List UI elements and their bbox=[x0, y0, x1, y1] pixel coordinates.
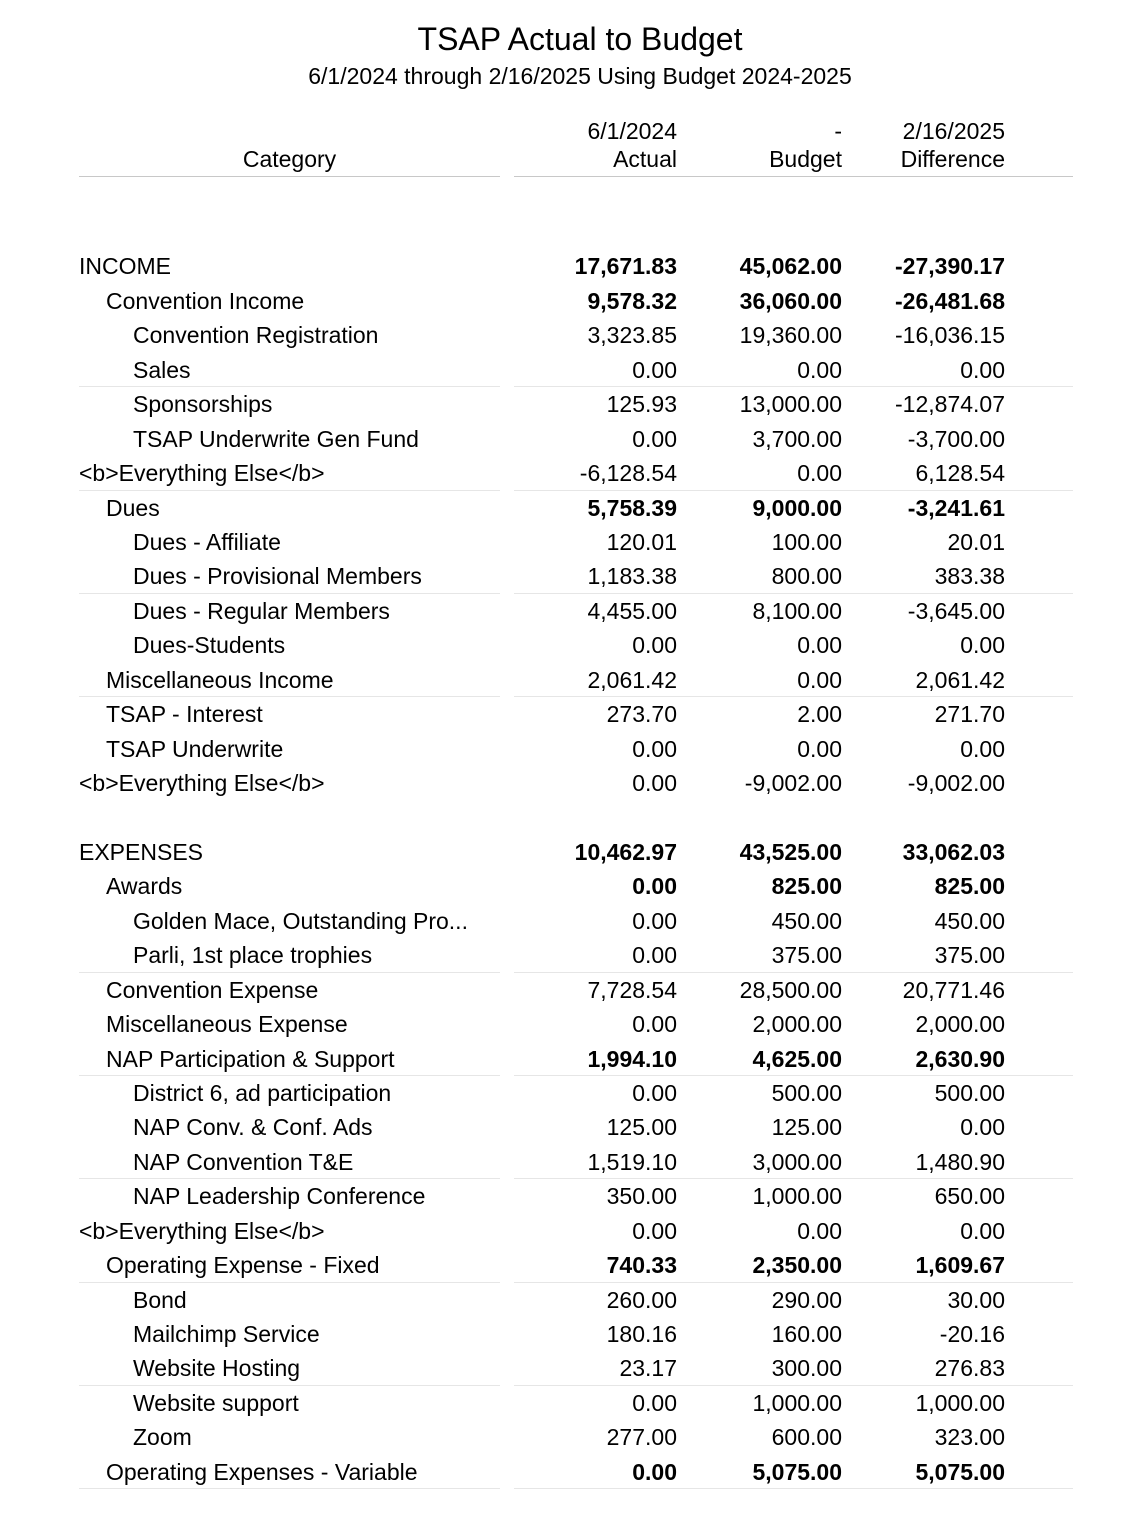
row-difference: 650.00 bbox=[934, 1183, 1005, 1210]
row-difference: -27,390.17 bbox=[895, 253, 1005, 280]
row-difference: 0.00 bbox=[960, 1217, 1005, 1244]
row-difference: 20,771.46 bbox=[902, 976, 1005, 1003]
table-row bbox=[0, 249, 1140, 283]
row-category: Dues bbox=[106, 494, 160, 521]
row-category: Website Hosting bbox=[133, 1355, 301, 1382]
header-difference-label: Difference bbox=[900, 146, 1005, 172]
table-row bbox=[0, 973, 1140, 1007]
row-actual: -6,128.54 bbox=[579, 460, 677, 487]
row-difference: -3,241.61 bbox=[907, 494, 1005, 521]
row-budget: 500.00 bbox=[771, 1079, 842, 1106]
row-difference: -12,874.07 bbox=[895, 391, 1005, 418]
row-budget: 36,060.00 bbox=[739, 287, 842, 314]
row-difference: 20.01 bbox=[947, 528, 1005, 555]
row-difference: 33,062.03 bbox=[902, 838, 1005, 865]
row-category: NAP Convention T&E bbox=[133, 1148, 354, 1175]
table-row bbox=[0, 1110, 1140, 1144]
table-row bbox=[0, 1420, 1140, 1454]
table-row bbox=[0, 491, 1140, 525]
header-actual-label: Actual bbox=[613, 146, 677, 172]
row-difference: 500.00 bbox=[934, 1079, 1005, 1106]
row-actual: 0.00 bbox=[632, 907, 677, 934]
report-subtitle: 6/1/2024 through 2/16/2025 Using Budget 2024-2025 bbox=[308, 63, 852, 89]
row-category: Parli, 1st place trophies bbox=[133, 942, 373, 969]
row-difference: 5,075.00 bbox=[915, 1458, 1005, 1485]
row-actual: 10,462.97 bbox=[574, 838, 677, 865]
row-difference: -9,002.00 bbox=[907, 770, 1005, 796]
row-actual: 125.93 bbox=[606, 391, 677, 418]
table-row bbox=[0, 387, 1140, 421]
row-difference: 2,000.00 bbox=[915, 1011, 1005, 1038]
row-actual: 0.00 bbox=[632, 1217, 677, 1244]
row-category: Mailchimp Service bbox=[133, 1321, 320, 1347]
row-difference: 825.00 bbox=[934, 873, 1005, 900]
row-actual: 23.17 bbox=[619, 1355, 677, 1382]
row-actual: 125.00 bbox=[606, 1114, 677, 1141]
row-difference: 1,609.67 bbox=[915, 1252, 1005, 1279]
row-actual: 740.33 bbox=[606, 1252, 677, 1279]
row-difference: 2,061.42 bbox=[915, 666, 1005, 693]
row-actual: 0.00 bbox=[632, 873, 677, 900]
row-budget: 19,360.00 bbox=[739, 322, 842, 349]
row-actual: 17,671.83 bbox=[574, 253, 677, 280]
row-budget: 375.00 bbox=[771, 942, 842, 969]
header-category: Category bbox=[242, 146, 337, 172]
row-budget: 9,000.00 bbox=[752, 494, 842, 521]
row-actual: 0.00 bbox=[632, 425, 677, 452]
row-budget: 45,062.00 bbox=[739, 253, 842, 280]
row-actual: 180.16 bbox=[606, 1321, 677, 1347]
table-row bbox=[0, 1386, 1140, 1420]
row-budget: 0.00 bbox=[797, 632, 842, 659]
row-difference: -20.16 bbox=[939, 1321, 1005, 1347]
table-row bbox=[0, 1248, 1140, 1282]
row-category: TSAP Underwrite Gen Fund bbox=[133, 425, 419, 452]
row-category: Convention Registration bbox=[133, 322, 379, 349]
table-row-spacer bbox=[0, 800, 1140, 834]
row-budget: 0.00 bbox=[797, 460, 842, 487]
row-actual: 1,183.38 bbox=[587, 563, 677, 590]
row-actual: 0.00 bbox=[632, 356, 677, 383]
row-category: NAP Participation & Support bbox=[106, 1045, 395, 1072]
row-budget: 0.00 bbox=[797, 735, 842, 762]
row-actual: 350.00 bbox=[606, 1183, 677, 1210]
row-category: Sponsorships bbox=[133, 391, 273, 418]
row-category: Dues - Affiliate bbox=[133, 528, 281, 555]
row-category: Zoom bbox=[133, 1424, 192, 1451]
row-actual: 120.01 bbox=[606, 528, 677, 555]
header-divider-right bbox=[514, 176, 1073, 177]
row-difference: 450.00 bbox=[934, 907, 1005, 934]
row-divider bbox=[79, 1488, 500, 1489]
report-title: TSAP Actual to Budget bbox=[417, 21, 743, 57]
table-row bbox=[0, 559, 1140, 593]
row-category: District 6, ad participation bbox=[133, 1079, 392, 1106]
table-row bbox=[0, 732, 1140, 766]
row-difference: 271.70 bbox=[934, 701, 1005, 728]
row-category: <b>Everything Else</b> bbox=[79, 1217, 325, 1244]
row-category: NAP Leadership Conference bbox=[133, 1183, 426, 1210]
row-budget: 825.00 bbox=[771, 873, 842, 900]
table-row bbox=[0, 1076, 1140, 1110]
row-budget: 800.00 bbox=[771, 563, 842, 590]
header-actual-date: 6/1/2024 bbox=[587, 118, 677, 144]
row-actual: 0.00 bbox=[632, 1011, 677, 1038]
row-actual: 0.00 bbox=[632, 632, 677, 659]
row-actual: 0.00 bbox=[632, 770, 677, 796]
report-table bbox=[0, 215, 1140, 1489]
table-row bbox=[0, 525, 1140, 559]
row-budget: 290.00 bbox=[771, 1286, 842, 1313]
row-category: Operating Expense - Fixed bbox=[106, 1252, 380, 1279]
row-difference: 383.38 bbox=[934, 563, 1005, 590]
row-budget: 600.00 bbox=[771, 1424, 842, 1451]
row-category: Convention Income bbox=[106, 287, 305, 314]
row-budget: 100.00 bbox=[771, 528, 842, 555]
row-category: INCOME bbox=[79, 253, 171, 280]
row-category: Dues-Students bbox=[133, 632, 286, 659]
table-row bbox=[0, 1317, 1140, 1351]
row-actual: 1,519.10 bbox=[587, 1148, 677, 1175]
header-budget-label: Budget bbox=[769, 146, 842, 172]
row-category: TSAP Underwrite bbox=[106, 735, 284, 762]
row-difference: 30.00 bbox=[947, 1286, 1005, 1313]
table-row bbox=[0, 938, 1140, 972]
table-row bbox=[0, 663, 1140, 697]
table-row bbox=[0, 1214, 1140, 1248]
row-budget: 2.00 bbox=[797, 701, 842, 728]
row-difference: -3,700.00 bbox=[907, 425, 1005, 452]
row-budget: 2,000.00 bbox=[752, 1011, 842, 1038]
row-difference: 323.00 bbox=[934, 1424, 1005, 1451]
row-budget: 0.00 bbox=[797, 1217, 842, 1244]
table-row bbox=[0, 1283, 1140, 1317]
row-difference: 2,630.90 bbox=[915, 1045, 1005, 1072]
header-divider-left bbox=[79, 176, 500, 177]
table-row bbox=[0, 318, 1140, 352]
table-row bbox=[0, 594, 1140, 628]
table-row bbox=[0, 766, 1140, 800]
row-actual: 273.70 bbox=[606, 701, 677, 728]
row-budget: 13,000.00 bbox=[739, 391, 842, 418]
row-category: Awards bbox=[106, 873, 183, 900]
table-row bbox=[0, 284, 1140, 318]
row-budget: 4,625.00 bbox=[752, 1045, 842, 1072]
row-divider bbox=[514, 1488, 1073, 1489]
row-budget: 0.00 bbox=[797, 666, 842, 693]
row-actual: 0.00 bbox=[632, 735, 677, 762]
row-difference: 276.83 bbox=[934, 1355, 1005, 1382]
row-budget: 5,075.00 bbox=[752, 1458, 842, 1485]
row-actual: 2,061.42 bbox=[587, 666, 677, 693]
row-budget: 1,000.00 bbox=[752, 1389, 842, 1416]
table-row bbox=[0, 1455, 1140, 1489]
row-category: Sales bbox=[133, 356, 191, 383]
row-category: Bond bbox=[133, 1286, 187, 1313]
row-budget: 3,000.00 bbox=[752, 1148, 842, 1175]
row-actual: 0.00 bbox=[632, 1458, 677, 1485]
row-actual: 7,728.54 bbox=[587, 976, 677, 1003]
row-category: Website support bbox=[133, 1389, 299, 1416]
table-row bbox=[0, 1042, 1140, 1076]
row-budget: 125.00 bbox=[771, 1114, 842, 1141]
row-actual: 5,758.39 bbox=[587, 494, 677, 521]
row-category: <b>Everything Else</b> bbox=[79, 460, 325, 487]
row-budget: 2,350.00 bbox=[752, 1252, 842, 1279]
row-difference: 0.00 bbox=[960, 356, 1005, 383]
row-difference: -16,036.15 bbox=[895, 322, 1005, 349]
row-actual: 1,994.10 bbox=[587, 1045, 677, 1072]
row-actual: 0.00 bbox=[632, 942, 677, 969]
row-difference: 6,128.54 bbox=[915, 460, 1005, 487]
table-row bbox=[0, 835, 1140, 869]
table-row bbox=[0, 422, 1140, 456]
row-budget: 8,100.00 bbox=[752, 597, 842, 624]
row-difference: 0.00 bbox=[960, 632, 1005, 659]
row-budget: 300.00 bbox=[771, 1355, 842, 1382]
table-row bbox=[0, 456, 1140, 490]
row-actual: 0.00 bbox=[632, 1079, 677, 1106]
row-difference: -3,645.00 bbox=[907, 597, 1005, 624]
row-actual: 3,323.85 bbox=[587, 322, 677, 349]
row-difference: 0.00 bbox=[960, 1114, 1005, 1141]
table-row bbox=[0, 1351, 1140, 1385]
row-difference: 0.00 bbox=[960, 735, 1005, 762]
row-budget: 1,000.00 bbox=[752, 1183, 842, 1210]
table-row bbox=[0, 869, 1140, 903]
row-category: Miscellaneous Expense bbox=[106, 1011, 348, 1038]
row-category: NAP Conv. & Conf. Ads bbox=[133, 1114, 373, 1141]
table-row bbox=[0, 1179, 1140, 1213]
row-category: Convention Expense bbox=[106, 976, 319, 1003]
table-row bbox=[0, 904, 1140, 938]
row-category: EXPENSES bbox=[79, 838, 203, 865]
row-budget: 0.00 bbox=[797, 356, 842, 383]
row-actual: 9,578.32 bbox=[587, 287, 677, 314]
row-difference: 1,000.00 bbox=[915, 1389, 1005, 1416]
table-row-spacer bbox=[0, 215, 1140, 249]
row-category: <b>Everything Else</b> bbox=[79, 770, 325, 796]
table-row bbox=[0, 353, 1140, 387]
row-category: Miscellaneous Income bbox=[106, 666, 334, 693]
header-difference-date: 2/16/2025 bbox=[902, 118, 1005, 144]
row-actual: 4,455.00 bbox=[587, 597, 677, 624]
row-actual: 277.00 bbox=[606, 1424, 677, 1451]
row-budget: -9,002.00 bbox=[744, 770, 842, 796]
row-budget: 28,500.00 bbox=[739, 976, 842, 1003]
table-row bbox=[0, 1145, 1140, 1179]
table-row bbox=[0, 697, 1140, 731]
header-budget-dash: - bbox=[834, 118, 842, 144]
row-category: TSAP - Interest bbox=[106, 701, 263, 728]
row-actual: 0.00 bbox=[632, 1389, 677, 1416]
row-budget: 160.00 bbox=[771, 1321, 842, 1347]
row-actual: 260.00 bbox=[606, 1286, 677, 1313]
row-category: Operating Expenses - Variable bbox=[106, 1458, 418, 1485]
row-budget: 450.00 bbox=[771, 907, 842, 934]
row-difference: 1,480.90 bbox=[915, 1148, 1005, 1175]
row-difference: -26,481.68 bbox=[895, 287, 1005, 314]
table-row bbox=[0, 628, 1140, 662]
row-category: Dues - Regular Members bbox=[133, 597, 390, 624]
table-row bbox=[0, 1007, 1140, 1041]
row-category: Dues - Provisional Members bbox=[133, 563, 422, 590]
row-budget: 3,700.00 bbox=[752, 425, 842, 452]
row-budget: 43,525.00 bbox=[739, 838, 842, 865]
row-difference: 375.00 bbox=[934, 942, 1005, 969]
row-category: Golden Mace, Outstanding Pro... bbox=[133, 907, 468, 934]
